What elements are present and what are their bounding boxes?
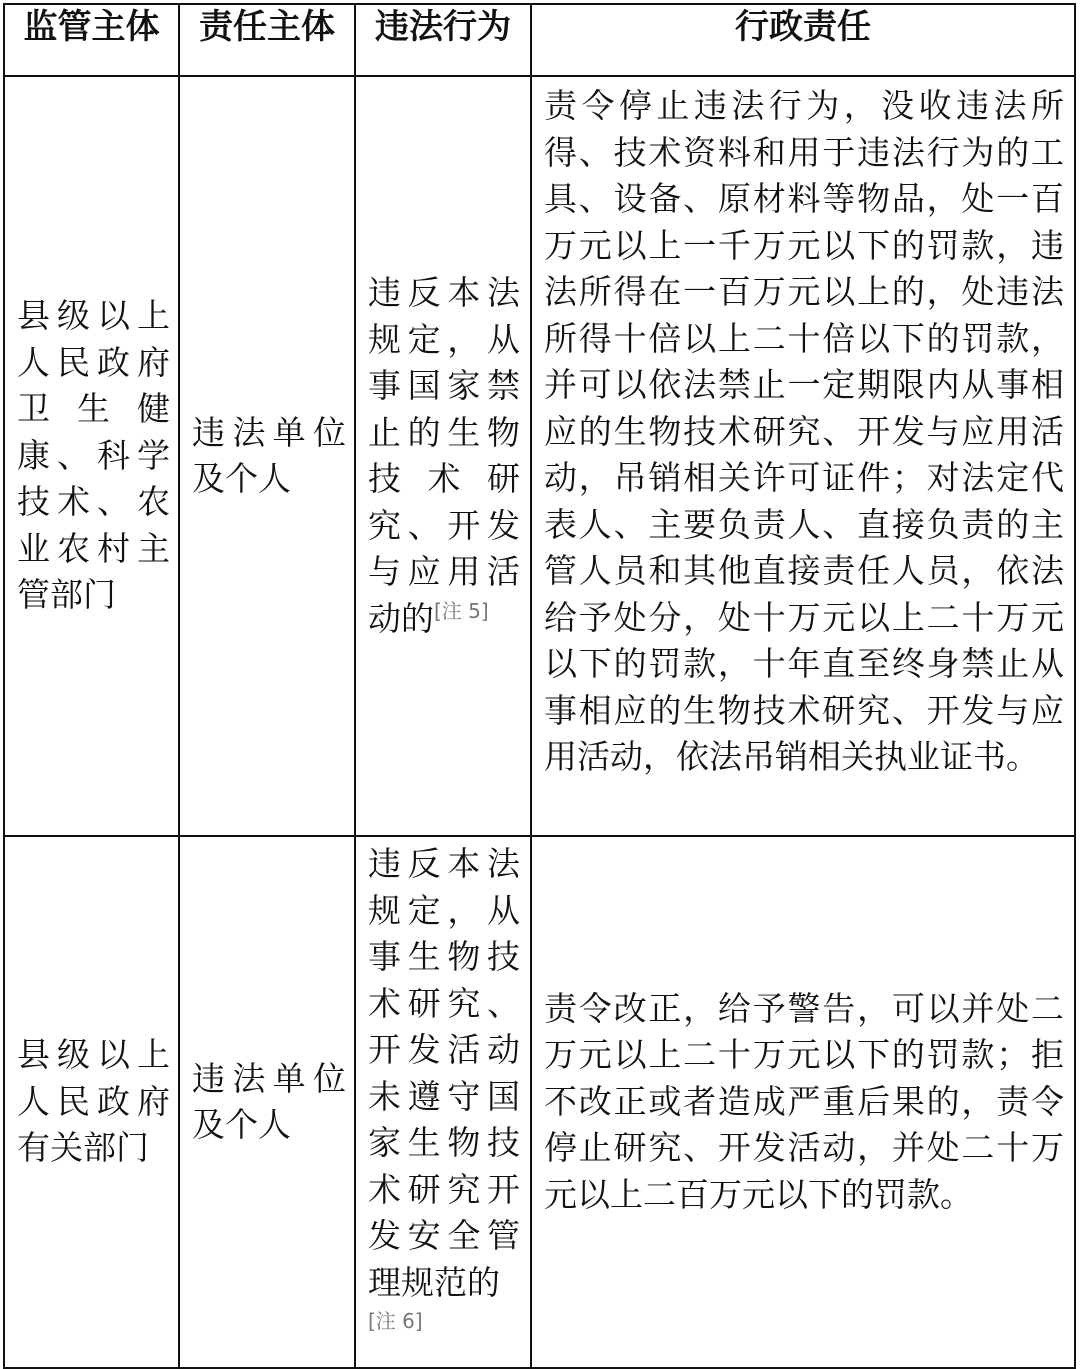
cell-penalty: 责令改正，给予警告，可以并处二万元以上二十万元以下的罚款；拒不改正或者造成严重后果的，责令停止研究、开发活动，并处二十万元以上二百万元以下的罚款。 — [531, 836, 1075, 1368]
cell-act — [355, 836, 531, 1368]
act-text: 违反本法规定，从事生物技术研究、开发活动未遵守国家生物技术研究开发安全管理规范的 — [368, 844, 520, 1302]
header-act: 违法行为 — [355, 4, 531, 76]
footnote-ref: [注 5] — [434, 598, 489, 623]
table-body — [4, 76, 1075, 1368]
header-penalty: 行政责任 — [531, 4, 1075, 76]
act-text: 违反本法规定，从事国家禁止的生物技术研究、开发与应用活动的 — [368, 273, 520, 638]
footnote-ref: [注 6] — [368, 1309, 423, 1333]
cell-actor: 违法单位及个人 — [179, 836, 355, 1368]
table-row — [4, 76, 1075, 836]
footnote-ref-line — [368, 1306, 520, 1353]
cell-act — [355, 76, 531, 836]
cell-subject: 县级以上人民政府卫生健康、科学技术、农业农村主管部门 — [4, 76, 179, 836]
law-table — [3, 3, 1076, 1369]
cell-actor: 违法单位及个人 — [179, 76, 355, 836]
table-header — [4, 4, 1075, 76]
table-row — [4, 836, 1075, 1368]
header-subject: 监管主体 — [4, 4, 179, 76]
header-actor: 责任主体 — [179, 4, 355, 76]
header-row — [4, 4, 1075, 76]
cell-penalty: 责令停止违法行为，没收违法所得、技术资料和用于违法行为的工具、设备、原材料等物品，处一百万元以上一千万元以下的罚款，违法所得在一百万元以上的，处违法所得十倍以上二十倍以下的罚款，并可以依法禁止一定期限内从事相应的生物技术研究、开发与应用活动，吊销相关许可证件；对法定代表人、主要负责人、直接负责的主管人员和其他直接责任人员，依法给予处分，处十万元以上二十万元以下的罚款，十年直至终身禁止从事相应的生物技术研究、开发与应用活动，依法吊销相关执业证书。 — [531, 76, 1075, 836]
cell-subject: 县级以上人民政府有关部门 — [4, 836, 179, 1368]
